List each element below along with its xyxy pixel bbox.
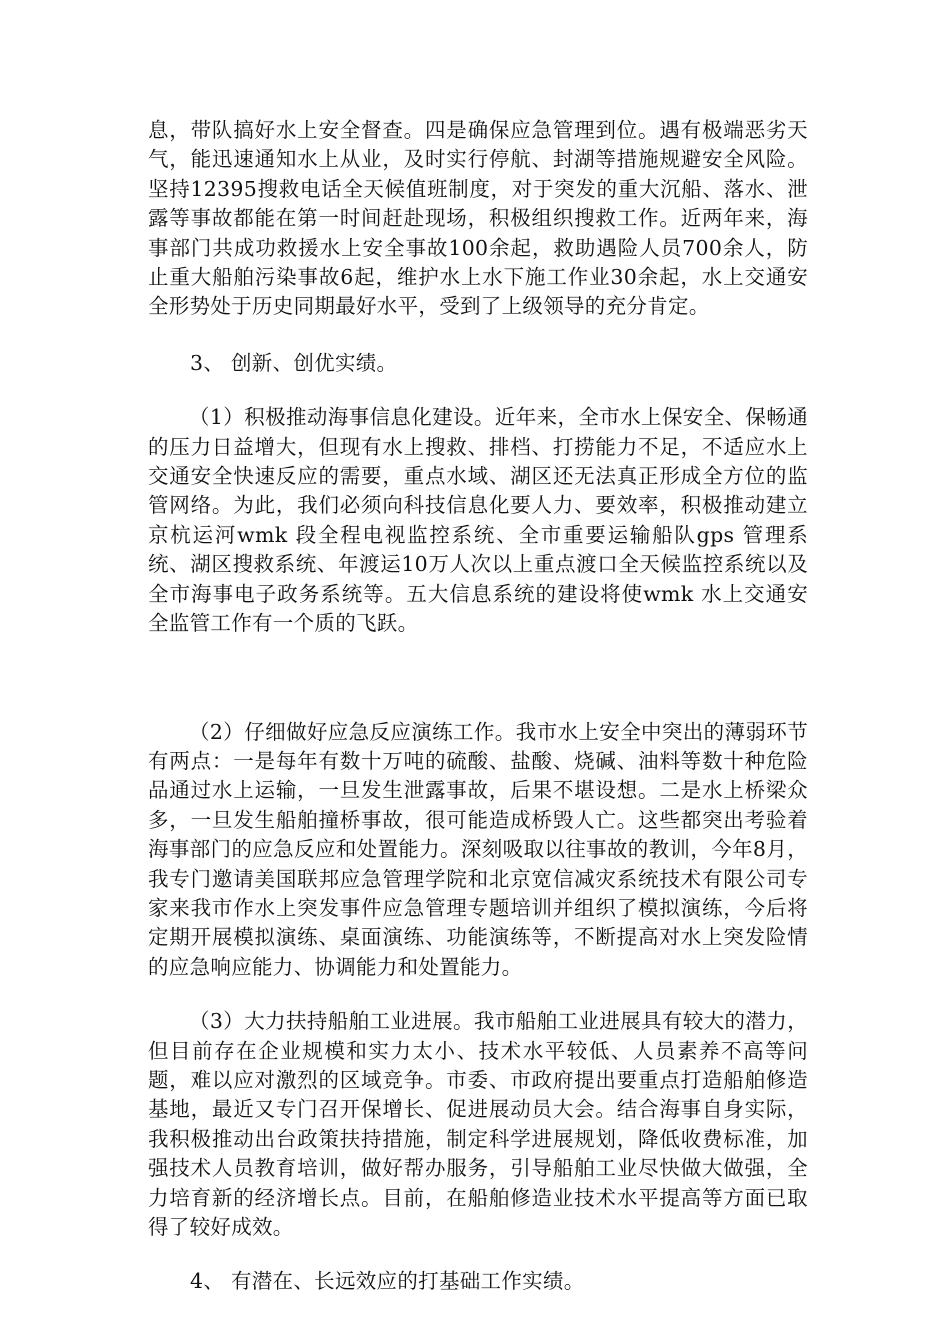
spacer [148, 639, 808, 718]
section-heading-3: 3、 创新、创优实绩。 [190, 350, 398, 375]
section-heading-4: 4、 有潜在、长远效应的打基础工作实绩。 [190, 1269, 585, 1294]
spacer [148, 378, 808, 403]
spacer [148, 1242, 808, 1267]
paragraph-item-3: （3）大力扶持船舶工业进展。我市船舶工业进展具有较大的潜力，但目前存在企业规模和实力太小、技术水平较低、人员素养不高等问题，难以应对激烈的区域竞争。市委、市政府提出要重点打造船舶修造基地，最近又专门召开保增长、促进展动员大会。结合海事自身实际，我积极推动出台政策扶持措施，制定科学进展规划，降低收费标准，加强技术人员教育培训，做好帮办服务，引导船舶工业尽快做大做强，全力培育新的经济增长点。目前，在船舶修造业技术水平提高等方面已取得了较好成效。 [148, 1009, 808, 1239]
paragraph-item-2: （2）仔细做好应急反应演练工作。我市水上安全中突出的薄弱环节有两点：一是每年有数十万吨的硫酸、盐酸、烧碱、油料等数十种危险品通过水上运输，一旦发生泄露事故，后果不堪设想。二是水上桥梁众多，一旦发生船舶撞桥事故，很可能造成桥毁人亡。这些都突出考验着海事部门的应急反应和处置能力。深刻吸取以往事故的教训，今年8月，我专门邀请美国联邦应急管理学院和北京宽信减灾系统技术有限公司专家来我市作水上突发事件应急管理专题培训并组织了模拟演练，今后将定期开展模拟演练、桌面演练、功能演练等，不断提高对水上突发险情的应急响应能力、协调能力和处置能力。 [148, 719, 808, 979]
spacer [148, 322, 808, 349]
paragraph-intro: 息，带队搞好水上安全督查。四是确保应急管理到位。遇有极端恶劣天气，能迅速通知水上从业，及时实行停航、封湖等措施规避安全风险。坚持12395搜救电话全天候值班制度，对于突发的重大沉船、落水、泄露等事故都能在第一时间赶赴现场，积极组织搜救工作。近两年来，海事部门共成功救援水上安全事故100余起，救助遇险人员700余人，防止重大船舶污染事故6起，维护水上水下施工作业30余起，水上交通安全形势处于历史同期最好水平，受到了上级领导的充分肯定。 [148, 118, 808, 319]
document-page [148, 116, 808, 1297]
paragraph-item-1: （1）积极推动海事信息化建设。近年来，全市水上保安全、保畅通的压力日益增大，但现有水上搜救、排档、打捞能力不足，不适应水上交通安全快速反应的需要，重点水域、湖区还无法真正形成全方位的监管网络。为此，我们必须向科技信息化要人力、要效率，积极推动建立京杭运河wmk 段全程电视监控系统、全市重要运输船队gps 管理系统、湖区搜救系统、年渡运10万人次以上重点渡口全天候监控系统以及全市海事电子政务系统等。五大信息系统的建设将使wmk 水上交通安全监管工作有一个质的飞跃。 [148, 405, 808, 636]
spacer [148, 982, 808, 1007]
